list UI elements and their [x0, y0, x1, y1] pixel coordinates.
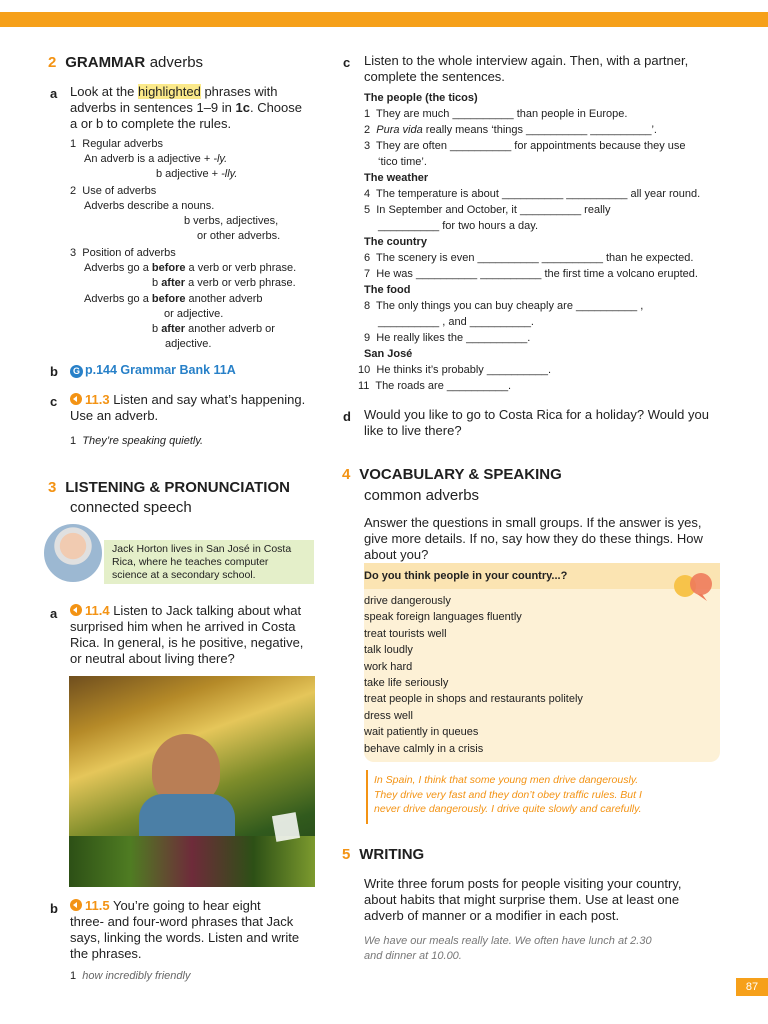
exercise-letter: a [50, 86, 58, 101]
item-text: In September and October, it __________ really [376, 204, 611, 216]
item-number: 9 [364, 332, 371, 344]
text: complete the sentences. [364, 69, 505, 84]
quote-line: In Spain, I think that some young men drive dangerously. [374, 774, 639, 786]
section-title: LISTENING & PRONUNCIATION [65, 479, 290, 496]
discussion-question: Do you think people in your country...? [364, 570, 568, 582]
text: Would you like to go to Costa Rica for a holiday? Would you [364, 407, 709, 422]
market-vendor-photo [69, 676, 315, 887]
list-item: drive dangerously [364, 595, 451, 607]
rule-option: another adverb or [185, 323, 275, 335]
list-item: behave calmly in a crisis [364, 742, 484, 755]
item-number: 11 [358, 380, 370, 392]
section-3-heading [48, 479, 290, 497]
text: Rica. In general, is he positive, negative, [70, 635, 304, 650]
exercise-3c-instructions [364, 53, 744, 85]
rule-option: another adverb [185, 293, 263, 305]
rule-option: after [161, 277, 186, 289]
text: Use an adverb. [70, 408, 159, 423]
list-item [358, 379, 744, 395]
item-text: ‘tico time’. [378, 156, 427, 168]
text: Listen and say what’s happening. [109, 392, 306, 407]
text: about you? [364, 547, 429, 562]
list-item: dress well [364, 709, 413, 722]
rule-option: Adverbs go a [84, 262, 152, 274]
rule-option: adjective. [165, 338, 212, 350]
exercise-3a-instructions [70, 603, 330, 667]
item-text: The temperature is about __________ __________ all year round. [376, 188, 701, 200]
list-item: work hard [364, 660, 413, 673]
text: adverbs in sentences 1–9 in [70, 100, 236, 115]
text: Listen to the whole interview again. Then, with a partner, [364, 53, 689, 68]
item-text: The scenery is even __________ __________ than he expected. [376, 252, 694, 264]
list-item: treat tourists well [364, 627, 447, 640]
rule-option: An adverb is a adjective + [84, 153, 214, 165]
list-item: wait patiently in queues [364, 726, 479, 739]
audio-icon[interactable] [70, 604, 82, 616]
section-subtitle: connected speech [70, 499, 192, 516]
item-text: The only things you can buy cheaply are __________ , [376, 300, 644, 312]
list-item [364, 123, 744, 139]
list-item [364, 267, 744, 283]
item-number: 6 [364, 252, 371, 264]
exercise-2c-instructions [70, 392, 330, 424]
item-number: 3 [364, 140, 371, 152]
exercise-letter: c [50, 394, 58, 409]
list-item [364, 187, 744, 203]
exercise-letter: b [50, 901, 58, 916]
example-number: 1 [70, 970, 77, 982]
text: or neutral about living there? [70, 651, 235, 666]
item-text: He was __________ __________ the first time a volcano erupted. [376, 268, 698, 280]
grammar-rules [70, 137, 330, 352]
group-heading: The food [364, 284, 411, 296]
section-number: 2 [48, 54, 57, 71]
rule-option: Adverbs go a [84, 293, 152, 305]
grammar-bank-link[interactable] [70, 363, 236, 378]
example-text: They’re speaking quietly. [82, 435, 204, 447]
text: 1c [235, 100, 250, 115]
rule-number: 3 [70, 247, 77, 259]
section-5-heading [342, 846, 424, 864]
text: three- and four-word phrases that Jack [70, 914, 294, 929]
section-title: WRITING [359, 846, 425, 863]
rule-option: a verb or verb phrase. [185, 262, 297, 274]
section-subtitle: adverbs [149, 54, 204, 71]
rule-option: before [151, 293, 186, 305]
rule-option: after [161, 323, 186, 335]
group-heading: The weather [364, 172, 429, 184]
list-item [364, 299, 744, 315]
rule-option: a verb or verb phrase. [185, 277, 296, 289]
item-text: Pura vida [376, 124, 423, 136]
exercise-2a-instructions [70, 84, 330, 132]
rule-option: b [152, 323, 162, 335]
example-text: how incredibly friendly [82, 970, 191, 982]
list-item [364, 107, 744, 123]
text: adverb of manner or a modifier in each post. [364, 908, 620, 923]
grammar-bank-label: p.144 Grammar Bank 11A [85, 363, 236, 377]
section-title: VOCABULARY & SPEAKING [359, 466, 562, 483]
exercise-letter: d [343, 409, 351, 424]
section-4-heading [342, 466, 562, 484]
audio-track[interactable]: 11.3 [85, 392, 110, 407]
group-heading: The people (the ticos) [364, 92, 478, 104]
section-subtitle: common adverbs [364, 487, 480, 504]
audio-track[interactable]: 11.5 [85, 898, 110, 913]
writing-instructions [364, 876, 744, 924]
adverb-phrase-list [364, 594, 714, 758]
list-item [364, 203, 744, 219]
section-number: 5 [342, 846, 351, 863]
text: surprised him when he arrived in Costa [70, 619, 296, 634]
list-item: take life seriously [364, 676, 449, 689]
rule-heading: Regular adverbs [82, 138, 163, 150]
rule-option: -ly. [213, 153, 228, 165]
quote-line: They drive very fast and they don’t obey traffic rules. But I [374, 788, 642, 801]
top-color-bar [0, 12, 768, 27]
price-sign [272, 812, 300, 842]
exercise-letter: b [50, 364, 58, 379]
vegetables [69, 836, 315, 887]
item-number: 1 [364, 108, 371, 120]
jack-horton-photo [42, 522, 104, 584]
rule-heading: Use of adverbs [82, 185, 157, 197]
list-item: speak foreign languages fluently [364, 611, 522, 624]
group-heading: The country [364, 236, 427, 248]
example-line [70, 969, 190, 984]
text: a or b to complete the rules. [70, 116, 232, 131]
item-number: 8 [364, 300, 371, 312]
list-item [364, 331, 744, 347]
text: . Choose [249, 100, 303, 115]
rule-number: 1 [70, 138, 77, 150]
list-item [358, 363, 744, 379]
group-heading: San José [364, 348, 413, 360]
text: Listen to Jack talking about what [109, 603, 302, 618]
section-number: 3 [48, 479, 57, 496]
text: You’re going to hear eight [109, 898, 261, 913]
rule-option: before [151, 262, 186, 274]
example-answer [366, 770, 722, 824]
item-text: really means ‘things __________ __________’. [422, 124, 657, 136]
text: and dinner at 10.00. [364, 950, 462, 962]
section-title: GRAMMAR [65, 54, 146, 71]
rule-heading: Position of adverbs [82, 247, 176, 259]
section-4-instructions [364, 515, 744, 563]
exercise-3d-question [364, 407, 744, 439]
item-text: He thinks it’s probably __________. [376, 364, 552, 376]
item-text: __________ , and __________. [378, 316, 534, 328]
audio-track[interactable]: 11.4 [85, 603, 110, 618]
item-text: They are often __________ for appointments because they use [376, 140, 686, 152]
item-text: They are much __________ than people in Europe. [376, 108, 628, 120]
sentence-completion-list [358, 91, 744, 395]
page-number: 87 [736, 978, 768, 996]
item-number: 4 [364, 188, 371, 200]
text: Look at the [70, 84, 138, 99]
list-item [364, 251, 744, 267]
text: give more details. If no, say how they do these things. How [364, 531, 703, 546]
rule-option: b [152, 277, 162, 289]
list-item [364, 139, 744, 155]
item-number: 2 [364, 124, 371, 136]
text: We have our meals really late. We often have lunch at 2.30 [364, 935, 652, 947]
exercise-3b-instructions [70, 898, 330, 962]
exercise-letter: a [50, 606, 58, 621]
rule-option: Adverbs describe a nouns. [84, 200, 215, 212]
rule-option: or other adverbs. [197, 230, 281, 242]
audio-icon[interactable] [70, 899, 82, 911]
rule-option: b adjective + [156, 168, 222, 180]
bio-box: Jack Horton lives in San José in Costa Rica, where he teaches computer science at a secondary school. [104, 540, 314, 584]
text: phrases with [200, 84, 278, 99]
example-line [70, 434, 203, 449]
quote-line: never drive dangerously. I drive quite slowly and carefully. [374, 803, 642, 815]
text: the phrases. [70, 946, 142, 961]
section-2-heading [48, 54, 203, 72]
item-text: The roads are __________. [375, 380, 512, 392]
highlighted-word: highlighted [137, 84, 201, 99]
list-item: talk loudly [364, 644, 413, 657]
rule-option: b verbs, adjectives, [184, 215, 279, 227]
item-number: 10 [358, 364, 371, 376]
item-number: 5 [364, 204, 371, 216]
list-item: treat people in shops and restaurants politely [364, 693, 583, 706]
item-text: __________ for two hours a day. [378, 220, 539, 232]
item-number: 7 [364, 268, 371, 280]
section-number: 4 [342, 466, 351, 483]
rule-option: -lly. [221, 168, 238, 180]
text: like to live there? [364, 423, 462, 438]
audio-icon[interactable] [70, 393, 82, 405]
writing-example [364, 934, 744, 964]
grammar-bank-icon: G [70, 365, 83, 378]
example-number: 1 [70, 435, 77, 447]
text: Write three forum posts for people visiting your country, [364, 876, 682, 891]
item-text: He really likes the __________. [376, 332, 531, 344]
text: about habits that might surprise them. Use at least one [364, 892, 680, 907]
rule-option: or adjective. [164, 308, 224, 320]
rule-number: 2 [70, 185, 77, 197]
text: Answer the questions in small groups. If the answer is yes, [364, 515, 702, 530]
exercise-letter: c [343, 55, 351, 70]
text: says, linking the words. Listen and write [70, 930, 300, 945]
